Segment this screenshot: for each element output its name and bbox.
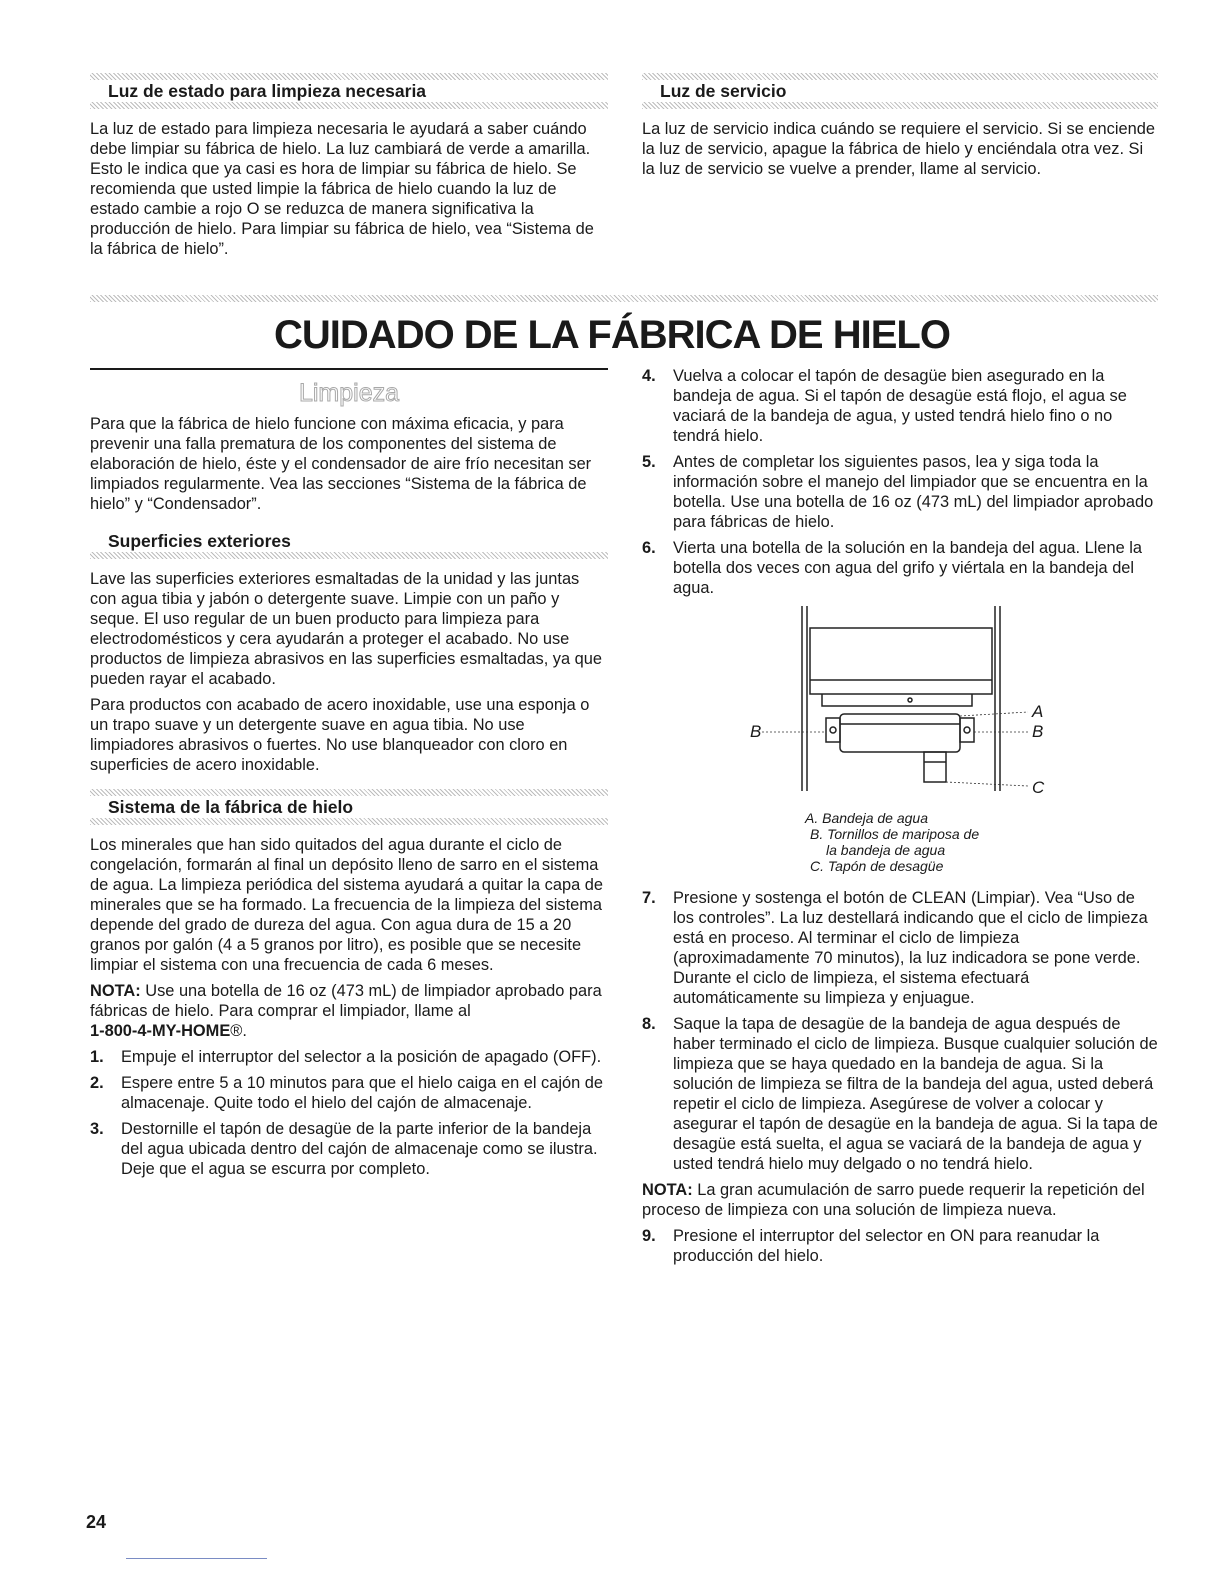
water-tray-diagram — [732, 606, 1072, 806]
status-light-section — [90, 73, 608, 265]
step-number: 4. — [642, 367, 656, 385]
diagram-svg — [732, 606, 1072, 806]
step-number: 3. — [90, 1120, 104, 1138]
step-text: Destornille el tapón de desagüe de la parte inferior de la bandeja del agua ubicada dentro del cajón de almacenaje como se ilustra. Deje que el agua se escurra por completo. — [121, 1120, 598, 1178]
hatch-rule — [90, 102, 608, 109]
section-heading: Superficies exteriores — [108, 531, 291, 551]
left-column — [90, 368, 608, 1185]
note-text: La gran acumulación de sarro puede requerir la repetición del proceso de limpieza con una solución de limpieza nueva. — [642, 1181, 1145, 1219]
list-item — [642, 1226, 1158, 1266]
list-item — [90, 1073, 608, 1113]
section-heading: Sistema de la fábrica de hielo — [108, 797, 354, 817]
steps-list — [642, 888, 1158, 1174]
caption: C. Tapón de desagüe — [810, 858, 944, 874]
footer-rule — [126, 1558, 267, 1559]
list-item — [90, 1119, 608, 1179]
step-text: Vierta una botella de la solución en la bandeja del agua. Llene la botella dos veces con agua del grifo y viértala en la bandeja del agua. — [673, 539, 1143, 597]
list-item — [642, 888, 1158, 1008]
note-label: NOTA: — [642, 1181, 693, 1199]
right-column — [642, 366, 1158, 1272]
step-text: Presione y sostenga el botón de CLEAN (Limpiar). Vea “Uso de los controles”. La luz destellará indicando que el ciclo de limpieza está en proceso. Al terminar el ciclo de limpieza (aproximadamente 70 minutos), la luz indicadora se pone verde. Durante el ciclo de limpieza, el sistema efectuará automáticamente su limpieza y enjuague. — [673, 889, 1148, 1007]
hatch-rule — [642, 102, 1158, 109]
hatch-rule — [642, 73, 1158, 80]
section-heading: Luz de estado para limpieza necesaria — [108, 81, 427, 101]
page-number: 24 — [86, 1512, 107, 1532]
hatch-rule — [90, 789, 608, 796]
label-b-left: B — [750, 722, 762, 741]
paragraph: Para que la fábrica de hielo funcione con máxima eficacia, y para prevenir una falla prematura de los componentes del sistema de elaboración de hielo, éste y el condensador de aire frío necesitan ser limpiados regularmente. Vea las secciones “Sistema de la fábrica de hielo” y “Condensador”. — [90, 415, 592, 513]
hatch-rule — [90, 552, 608, 559]
service-light-section — [642, 73, 1158, 185]
note-paragraph — [90, 981, 608, 1041]
caption: la bandeja de agua — [826, 842, 946, 858]
steps-list — [90, 1047, 608, 1179]
paragraph: Lave las superficies exteriores esmaltadas de la unidad y las juntas con agua tibia y jabón o detergente suave. Limpie con un paño y seque. El uso regular de un buen producto para limpieza para electrodomésticos y cera ayudarán a proteger el acabado. No use productos de limpieza abrasivos en las superficies esmaltadas, ya que pueden rayar el acabado. — [90, 570, 603, 688]
step-number: 9. — [642, 1227, 656, 1245]
label-c: C — [1032, 778, 1045, 797]
caption: A. Bandeja de agua — [805, 810, 928, 826]
paragraph: La luz de estado para limpieza necesaria le ayudará a saber cuándo debe limpiar su fábrica de hielo. La luz cambiará de verde a amarilla. Esto le indica que ya casi es hora de limpiar su fábrica de hielo. Se recomienda que usted limpie la fábrica de hielo cuando la luz de estado cambie a rojo O se reduzca de manera significativa la producción de hielo. Para limpiar su fábrica de hielo, vea “Sistema de la fábrica de hielo”. — [90, 120, 594, 258]
step-number: 7. — [642, 889, 656, 907]
step-text: Empuje el interruptor del selector a la posición de apagado (OFF). — [121, 1048, 602, 1066]
paragraph: La luz de servicio indica cuándo se requiere el servicio. Si se enciende la luz de servicio, apague la fábrica de hielo y enciéndala otra vez. Si la luz de servicio se vuelve a prender, llame al servicio. — [642, 120, 1155, 178]
note-text: Use una botella de 16 oz (473 mL) de limpiador aprobado para fábricas de hielo. Para comprar el limpiador, llame al — [90, 982, 602, 1020]
step-text: Espere entre 5 a 10 minutos para que el hielo caiga en el cajón de almacenaje. Quite todo el hielo del cajón de almacenaje. — [121, 1074, 604, 1112]
label-a: A — [1032, 702, 1044, 721]
paragraph: Para productos con acabado de acero inoxidable, use una esponja o un trapo suave y un detergente suave en agua tibia. No use limpiadores abrasivos o fuertes. No use blanqueador con cloro en superficies de acero inoxidable. — [90, 696, 590, 774]
label-b-right: B — [1032, 722, 1044, 741]
title-rule — [90, 368, 608, 370]
step-number: 8. — [642, 1015, 656, 1033]
step-number: 6. — [642, 539, 656, 557]
list-item — [642, 538, 1158, 598]
ice-system-section — [90, 789, 608, 1179]
step-number: 2. — [90, 1074, 104, 1092]
step-text: Antes de completar los siguientes pasos, lea y siga toda la información sobre el manejo del limpiador que se encuentra en la botella. Use una botella de 16 oz (473 mL) del limpiador aprobado para fábricas de hielo. — [673, 453, 1154, 531]
phone-number: 1-800-4-MY-HOME — [90, 1022, 231, 1040]
list-item — [90, 1047, 608, 1067]
subsection-title: Limpieza — [298, 379, 400, 407]
section-heading: Luz de servicio — [660, 81, 787, 101]
note-label: NOTA: — [90, 982, 141, 1000]
hatch-rule — [90, 73, 608, 80]
hatch-rule-full — [90, 295, 1158, 302]
caption: B. Tornillos de mariposa de — [810, 826, 980, 842]
step-text: Presione el interruptor del selector en ON para reanudar la producción del hielo. — [673, 1227, 1100, 1265]
steps-list — [642, 366, 1158, 598]
hatch-rule — [90, 818, 608, 825]
exterior-surfaces-section — [90, 530, 608, 775]
list-item — [642, 452, 1158, 532]
note-paragraph — [642, 1180, 1158, 1220]
step-text: Saque la tapa de desagüe de la bandeja de agua después de haber terminado el ciclo de limpieza. Busque cualquier solución de limpieza que se haya quedado en la bandeja de agua. Si la solución de limpieza se filtra de la bandeja del agua, usted deberá repetir el ciclo de limpieza. Asegúrese de volver a colocar y asegurar el tapón de desagüe en la bandeja de agua. Si la tapa de desagüe está suelta, el agua se vaciará de la bandeja de agua y usted tendrá hielo muy delgado o no tendrá hielo. — [673, 1015, 1158, 1173]
list-item — [642, 366, 1158, 446]
steps-list — [642, 1226, 1158, 1266]
page-title: CUIDADO DE LA FÁBRICA DE HIELO — [274, 313, 950, 357]
step-text: Vuelva a colocar el tapón de desagüe bien asegurado en la bandeja de agua. Si el tapón de desagüe está flojo, el agua se vaciará de la bandeja de agua, y usted tendrá hielo fino o no tendrá hielo. — [673, 367, 1127, 445]
list-item — [642, 1014, 1158, 1174]
step-number: 1. — [90, 1048, 104, 1066]
paragraph: Los minerales que han sido quitados del agua durante el ciclo de congelación, formarán al final un depósito lleno de sarro en el sistema de agua. La limpieza periódica del sistema ayudará a quitar la capa de minerales que se ha formado. La frecuencia de la limpieza del sistema depende del grado de dureza del agua. Con agua dura de 15 a 20 granos por galón (4 a 5 granos por litro), es posible que se necesite limpiar el sistema con una frecuencia de cada 6 meses. — [90, 836, 603, 974]
phone-suffix: ®. — [230, 1022, 247, 1040]
step-number: 5. — [642, 453, 656, 471]
